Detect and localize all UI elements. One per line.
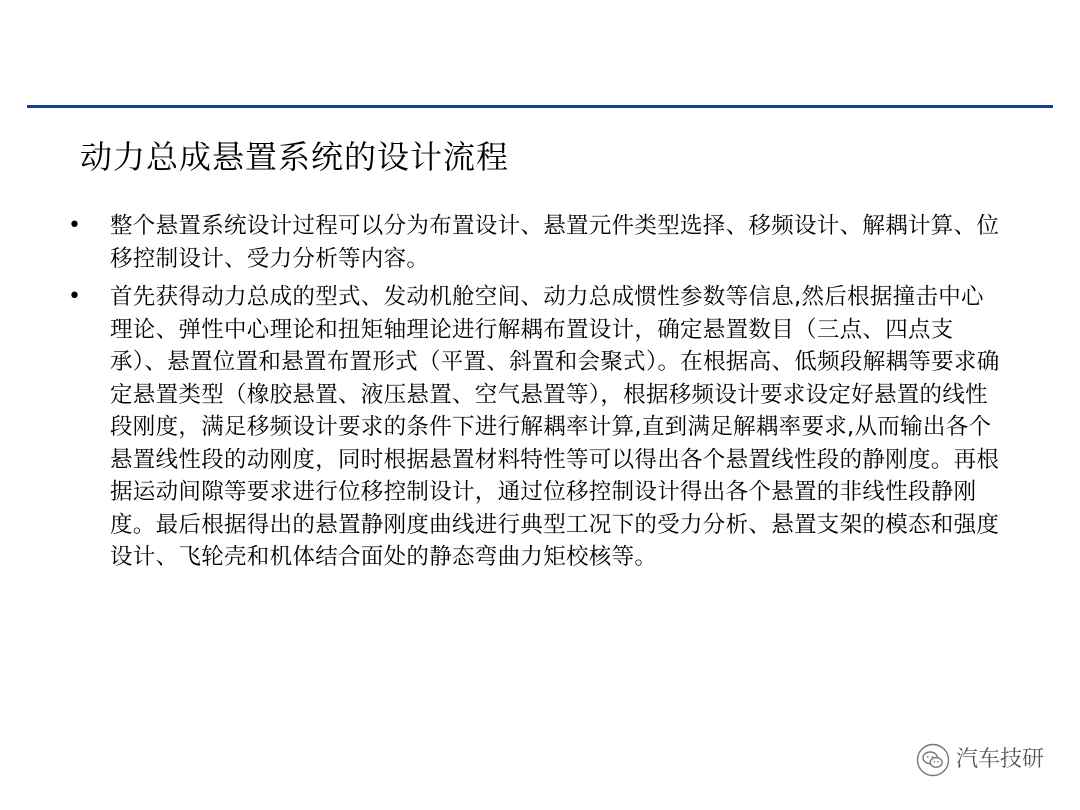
- wechat-icon: [916, 743, 950, 777]
- watermark-text: 汽车技研: [955, 747, 1044, 772]
- title-divider-line: [27, 105, 1053, 108]
- bullet-text: 首先获得动力总成的型式、发动机舱空间、动力总成惯性参数等信息,然后根据撞击中心理论、弹性中心理论和扭矩轴理论进行解耦布置设计，确定悬置数目（三点、四点支承）、悬置位置和悬置布置形式（平置、斜置和会聚式）。在根据高、低频段解耦等要求确定悬置类型（橡胶悬置、液压悬置、空气悬置等），根据移频设计要求设定好悬置的线性段刚度，满足移频设计要求的条件下进行解耦率计算,直到满足解耦率要求,从而输出各个悬置线性段的动刚度，同时根据悬置材料特性等可以得出各个悬置线性段的静刚度。再根据运动间隙等要求进行位移控制设计，通过位移控制设计得出各个悬置的非线性段静刚度。最后根据得出的悬置静刚度曲线进行典型工况下的受力分析、悬置支架的模态和强度设计、飞轮壳和机体结合面处的静态弯曲力矩校核等。: [110, 284, 1000, 570]
- wechat-watermark: [916, 742, 1044, 778]
- bullet-item: [68, 210, 1008, 275]
- bullet-list: [68, 210, 1008, 580]
- bullet-item: [68, 281, 1008, 574]
- bullet-marker: •: [68, 213, 81, 238]
- bullet-text: 整个悬置系统设计过程可以分为布置设计、悬置元件类型选择、移频设计、解耦计算、位移控制设计、受力分析等内容。: [110, 213, 1000, 272]
- bullet-marker: •: [68, 284, 81, 309]
- slide-title: 动力总成悬置系统的设计流程: [80, 138, 510, 176]
